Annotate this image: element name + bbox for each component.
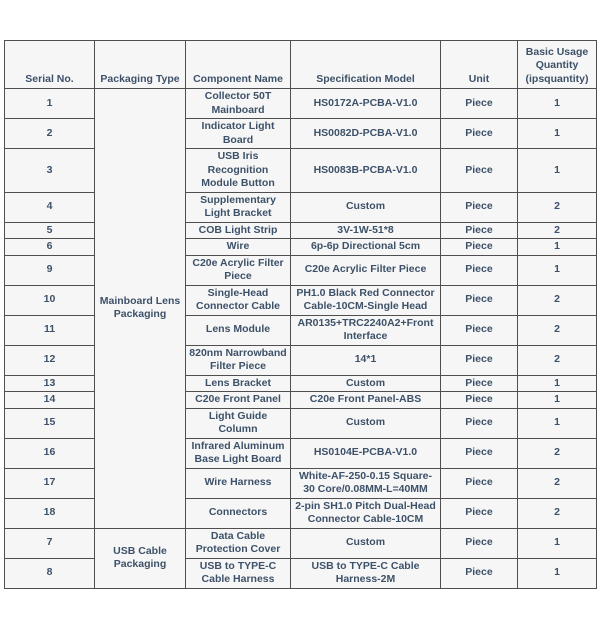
component-name-cell: USB Iris Recognition Module Button [186, 149, 291, 193]
specification-model-cell: HS0082D-PCBA-V1.0 [291, 119, 441, 149]
specification-model-cell: HS0172A-PCBA-V1.0 [291, 89, 441, 119]
packaging-type-cell: USB Cable Packaging [95, 528, 186, 588]
specification-model-cell: HS0083B-PCBA-V1.0 [291, 149, 441, 193]
serial-cell: 17 [5, 468, 95, 498]
table-body [5, 89, 597, 589]
serial-cell: 15 [5, 408, 95, 438]
unit-cell: Piece [441, 119, 518, 149]
serial-cell: 11 [5, 315, 95, 345]
specification-model-cell: PH1.0 Black Red Connector Cable-10CM-Single Head [291, 285, 441, 315]
component-name-cell: 820nm Narrowband Filter Piece [186, 345, 291, 375]
unit-cell: Piece [441, 345, 518, 375]
header-row [5, 41, 597, 89]
unit-cell: Piece [441, 192, 518, 222]
table-row [5, 149, 597, 193]
column-header-qty: Basic Usage Quantity (ipsquantity) [518, 41, 597, 89]
quantity-cell: 1 [518, 558, 597, 588]
component-name-cell: Supplementary Light Bracket [186, 192, 291, 222]
quantity-cell: 1 [518, 255, 597, 285]
quantity-cell: 2 [518, 222, 597, 239]
unit-cell: Piece [441, 558, 518, 588]
specification-model-cell: White-AF-250-0.15 Square-30 Core/0.08MM-L=40MM [291, 468, 441, 498]
table-row [5, 408, 597, 438]
component-name-cell: Connectors [186, 498, 291, 528]
column-header-packaging: Packaging Type [95, 41, 186, 89]
table-row [5, 192, 597, 222]
specification-model-cell: 2-pin SH1.0 Pitch Dual-Head Connector Cable-10CM [291, 498, 441, 528]
table-row [5, 345, 597, 375]
specification-model-cell: Custom [291, 375, 441, 392]
quantity-cell: 2 [518, 192, 597, 222]
quantity-cell: 2 [518, 468, 597, 498]
quantity-cell: 2 [518, 498, 597, 528]
component-name-cell: USB to TYPE-C Cable Harness [186, 558, 291, 588]
quantity-cell: 1 [518, 392, 597, 409]
serial-cell: 5 [5, 222, 95, 239]
table-row [5, 222, 597, 239]
column-header-component: Component Name [186, 41, 291, 89]
component-name-cell: Infrared Aluminum Base Light Board [186, 438, 291, 468]
table-row [5, 285, 597, 315]
serial-cell: 3 [5, 149, 95, 193]
component-name-cell: COB Light Strip [186, 222, 291, 239]
unit-cell: Piece [441, 222, 518, 239]
component-name-cell: Indicator Light Board [186, 119, 291, 149]
specification-model-cell: Custom [291, 528, 441, 558]
serial-cell: 16 [5, 438, 95, 468]
serial-cell: 1 [5, 89, 95, 119]
specification-model-cell: C20e Front Panel-ABS [291, 392, 441, 409]
serial-cell: 6 [5, 239, 95, 256]
specification-model-cell: 3V-1W-51*8 [291, 222, 441, 239]
bom-table [4, 40, 597, 589]
serial-cell: 13 [5, 375, 95, 392]
component-name-cell: Wire [186, 239, 291, 256]
column-header-serial: Serial No. [5, 41, 95, 89]
quantity-cell: 2 [518, 438, 597, 468]
unit-cell: Piece [441, 438, 518, 468]
quantity-cell: 1 [518, 149, 597, 193]
table-row [5, 119, 597, 149]
unit-cell: Piece [441, 408, 518, 438]
quantity-cell: 1 [518, 119, 597, 149]
quantity-cell: 1 [518, 89, 597, 119]
table-head [5, 41, 597, 89]
table-row [5, 498, 597, 528]
unit-cell: Piece [441, 239, 518, 256]
component-name-cell: Data Cable Protection Cover [186, 528, 291, 558]
quantity-cell: 2 [518, 345, 597, 375]
specification-model-cell: Custom [291, 408, 441, 438]
column-header-unit: Unit [441, 41, 518, 89]
specification-model-cell: 14*1 [291, 345, 441, 375]
specification-model-cell: HS0104E-PCBA-V1.0 [291, 438, 441, 468]
table-row [5, 315, 597, 345]
quantity-cell: 1 [518, 528, 597, 558]
component-name-cell: Collector 50T Mainboard [186, 89, 291, 119]
table-row [5, 528, 597, 558]
component-name-cell: C20e Front Panel [186, 392, 291, 409]
serial-cell: 7 [5, 528, 95, 558]
serial-cell: 18 [5, 498, 95, 528]
serial-cell: 9 [5, 255, 95, 285]
unit-cell: Piece [441, 149, 518, 193]
quantity-cell: 1 [518, 375, 597, 392]
serial-cell: 4 [5, 192, 95, 222]
table-row [5, 239, 597, 256]
quantity-cell: 2 [518, 285, 597, 315]
component-name-cell: Lens Module [186, 315, 291, 345]
specification-model-cell: USB to TYPE-C Cable Harness-2M [291, 558, 441, 588]
serial-cell: 12 [5, 345, 95, 375]
quantity-cell: 2 [518, 315, 597, 345]
component-name-cell: Single-Head Connector Cable [186, 285, 291, 315]
unit-cell: Piece [441, 315, 518, 345]
unit-cell: Piece [441, 89, 518, 119]
table-row [5, 89, 597, 119]
serial-cell: 10 [5, 285, 95, 315]
serial-cell: 2 [5, 119, 95, 149]
packaging-type-cell: Mainboard Lens Packaging [95, 89, 186, 529]
component-name-cell: C20e Acrylic Filter Piece [186, 255, 291, 285]
specification-model-cell: AR0135+TRC2240A2+Front Interface [291, 315, 441, 345]
table-row [5, 375, 597, 392]
specification-model-cell: 6p-6p Directional 5cm [291, 239, 441, 256]
component-name-cell: Wire Harness [186, 468, 291, 498]
table-row [5, 468, 597, 498]
unit-cell: Piece [441, 498, 518, 528]
specification-model-cell: C20e Acrylic Filter Piece [291, 255, 441, 285]
table-row [5, 392, 597, 409]
table-row [5, 438, 597, 468]
quantity-cell: 1 [518, 239, 597, 256]
specification-model-cell: Custom [291, 192, 441, 222]
serial-cell: 14 [5, 392, 95, 409]
unit-cell: Piece [441, 255, 518, 285]
serial-cell: 8 [5, 558, 95, 588]
table-row [5, 558, 597, 588]
unit-cell: Piece [441, 392, 518, 409]
table-row [5, 255, 597, 285]
column-header-spec: Specification Model [291, 41, 441, 89]
quantity-cell: 1 [518, 408, 597, 438]
unit-cell: Piece [441, 285, 518, 315]
unit-cell: Piece [441, 375, 518, 392]
unit-cell: Piece [441, 528, 518, 558]
unit-cell: Piece [441, 468, 518, 498]
component-name-cell: Light Guide Column [186, 408, 291, 438]
component-name-cell: Lens Bracket [186, 375, 291, 392]
bom-sheet-page [0, 40, 600, 589]
